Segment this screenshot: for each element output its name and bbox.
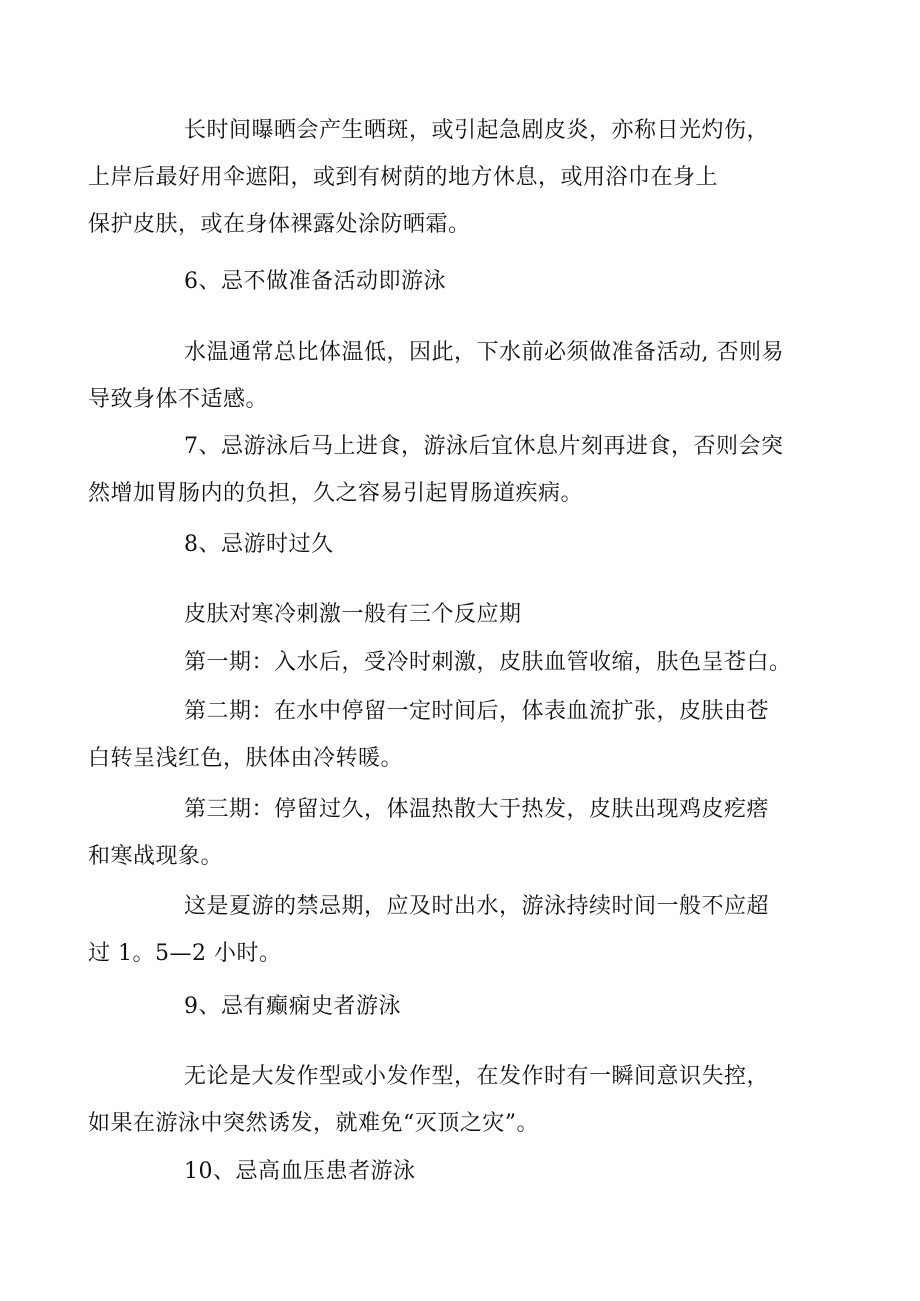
text-line: 保护皮肤，或在身体裸露处涂防晒霜。 (88, 212, 471, 237)
heading-item-10 (136, 1148, 796, 1195)
text-line: 水温通常总比体温低，因此，下水前必须做准备活动, 否则易 (184, 340, 784, 365)
text-line: 导致身体不适感。 (88, 387, 269, 412)
heading-item-7 (88, 423, 796, 517)
text-line: 和寒战现象。 (88, 844, 224, 869)
text-line: 第三期：停留过久，体温热散大于热发，皮肤出现鸡皮疙瘩 (184, 797, 770, 822)
text-line: 如果在游泳中突然诱发，就难免“灭顶之灾”。 (88, 1111, 539, 1136)
text-line: 7、忌游泳后马上进食，游泳后宜休息片刻再进食，否则会突 (184, 434, 784, 459)
paragraph-phase-1 (136, 639, 796, 686)
paragraph-time-limit (88, 883, 796, 977)
heading-item-6 (136, 258, 796, 305)
text-line: 第一期：入水后，受冷时刺激，皮肤血管收缩，肤色呈苍白。 (184, 650, 792, 675)
paragraph-warmup (88, 329, 796, 423)
text-line: 9、忌有癫痫史者游泳 (184, 994, 401, 1019)
paragraph-reaction-intro (136, 591, 796, 638)
text-line: 这是夏游的禁忌期，应及时出水，游泳持续时间一般不应超 (184, 894, 770, 919)
text-line: 白转呈浅红色，肤体由冷转暖。 (88, 746, 404, 771)
paragraph-phase-2 (88, 688, 796, 782)
paragraph-epilepsy (88, 1053, 796, 1147)
heading-item-9 (136, 983, 796, 1030)
text-line: 第二期：在水中停留一定时间后，体表血流扩张，皮肤由苍 (184, 699, 770, 724)
text-line: 过 1。5—2 小时。 (88, 941, 282, 966)
text-line: 然增加胃肠内的负担，久之容易引起胃肠道疾病。 (88, 481, 584, 506)
heading-item-8 (136, 521, 796, 568)
text-line: 长时间曝晒会产生晒斑，或引起急剧皮炎，亦称日光灼伤， (184, 118, 770, 143)
text-line: 上岸后最好用伞遮阳，或到有树荫的地方休息，或用浴巾在身上 (88, 165, 719, 190)
text-line: 无论是大发作型或小发作型，在发作时有一瞬间意识失控， (184, 1064, 770, 1089)
text-line: 皮肤对寒冷刺激一般有三个反应期 (184, 602, 522, 627)
text-line: 10、忌高血压患者游泳 (184, 1159, 416, 1184)
text-line: 8、忌游时过久 (184, 532, 334, 557)
paragraph-sunburn (88, 107, 796, 248)
paragraph-phase-3 (88, 786, 796, 880)
text-line: 6、忌不做准备活动即游泳 (184, 269, 446, 294)
